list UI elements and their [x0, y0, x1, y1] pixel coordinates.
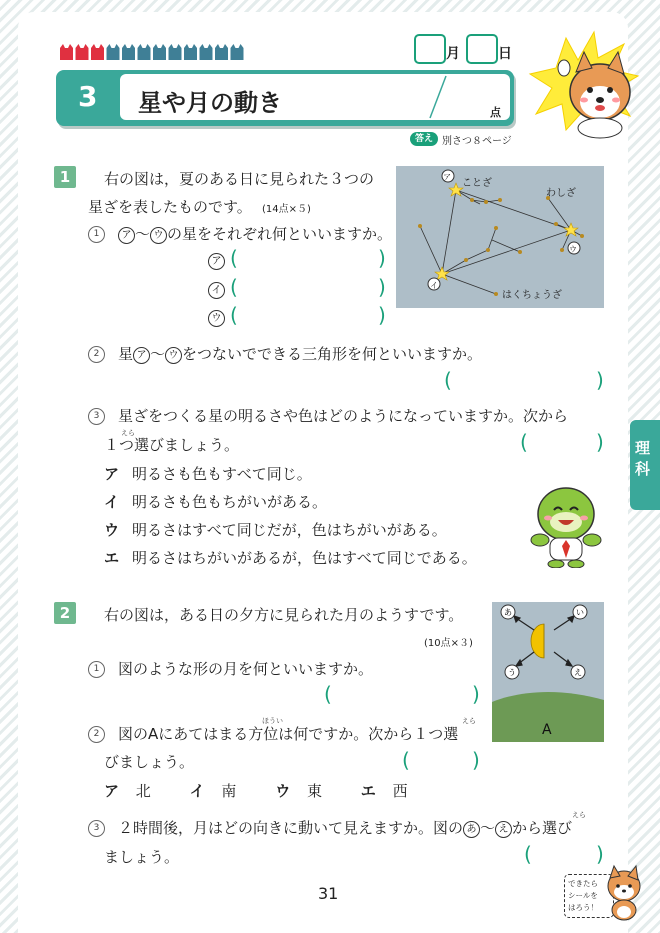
q1-s2-answer[interactable]	[454, 370, 592, 390]
q1-s1-range-b: ウ	[150, 227, 167, 244]
q1-s3-num: 3	[88, 408, 105, 425]
date-month-box[interactable]	[414, 34, 446, 64]
option-text: 明るさはちがいがあるが，色はすべて同じである。	[132, 549, 477, 567]
q2-points: (10点×３)	[424, 638, 473, 649]
shiba-dog-mascot	[526, 30, 646, 140]
q2-s2-close: )	[472, 748, 480, 772]
q2-s3-range-a: あ	[463, 821, 480, 838]
q2-s1-question: 図のような形の月を何といいますか。	[118, 660, 374, 678]
fig-label-washiza: わしざ	[546, 188, 576, 199]
q2-s2-line2: びましょう。	[104, 753, 195, 771]
date-month-label: 月	[446, 46, 460, 62]
q1-s3-line2: １つ選びましょう。	[104, 436, 240, 454]
q1-s3-line1: 星ざをつくる星の明るさや色はどのようになっていますか。次から	[118, 407, 569, 425]
q1-option-a	[104, 463, 312, 484]
q1-s2-close: )	[596, 368, 604, 392]
small-dog-mascot	[604, 864, 646, 922]
date-day-label: 日	[498, 46, 512, 62]
q2-opt-u-letter: ウ	[275, 782, 291, 800]
q2-s3-ruby: えら	[572, 811, 586, 819]
q1-s2-sep: ～	[150, 345, 166, 363]
q1-s1-text: の星をそれぞれ何といいますか。	[167, 225, 393, 243]
q1-s1-i-close: )	[378, 275, 386, 299]
date-day-box[interactable]	[466, 34, 498, 64]
option-text: 明るさも色もちがいがある。	[132, 493, 328, 511]
answer-badge	[410, 132, 438, 146]
q1-s2-range-a: ア	[133, 347, 150, 364]
q2-s2-line1: 図のAにあてはまる方位は何ですか。次から１つ選	[118, 725, 459, 743]
fig-label-kotoza: ことざ	[462, 178, 492, 189]
fig-marker-u: ウ	[569, 245, 577, 254]
q2-s1-open: (	[324, 682, 332, 706]
q2-s1-close: )	[472, 682, 480, 706]
progress-segments	[60, 44, 250, 60]
q1-s1-answer-a[interactable]	[240, 248, 374, 268]
progress-segment-todo	[200, 44, 213, 60]
fig-label-a: A	[542, 722, 552, 738]
progress-segment-done	[60, 44, 73, 60]
q1-s1-question	[118, 223, 392, 244]
summer-constellation-figure	[396, 166, 604, 308]
progress-segment-todo	[215, 44, 228, 60]
q1-number: 1	[54, 166, 76, 188]
q2-number: 2	[54, 602, 76, 624]
progress-segment-todo	[169, 44, 182, 60]
moon-evening-figure	[492, 602, 604, 742]
answer-badge-text: 答え	[414, 134, 433, 144]
q1-s1-label-u	[208, 308, 225, 327]
q2-opt-e-letter: エ	[360, 782, 376, 800]
q1-s3-ruby: えら	[121, 429, 135, 437]
q2-s3-range-b: え	[495, 821, 512, 838]
q2-opt-u-text: 東	[306, 782, 322, 800]
fig-marker-i: イ	[430, 281, 438, 290]
sticker-line2: シールを	[568, 891, 598, 900]
q1-s2-pre: 星	[118, 345, 134, 363]
answer-reference: 別さつ８ページ	[442, 136, 512, 147]
q2-s3-post: から選び	[512, 819, 573, 837]
sticker-line1: できたら	[568, 879, 598, 888]
progress-segment-todo	[138, 44, 151, 60]
q1-s1-answer-u[interactable]	[240, 305, 374, 325]
q2-s2-open: (	[402, 748, 410, 772]
q1-intro-line1: 右の図は，夏のある日に見られた３つの	[104, 170, 375, 188]
score-label: 点	[490, 106, 501, 119]
q1-s2-open: (	[444, 368, 452, 392]
turtle-mascot	[524, 478, 608, 568]
page-number: 31	[318, 884, 339, 903]
q1-s2-num: 2	[88, 346, 105, 363]
option-text: 明るさはすべて同じだが，色はちがいがある。	[132, 521, 447, 539]
progress-segment-todo	[184, 44, 197, 60]
fig-marker-u: う	[508, 668, 516, 677]
q2-s1-num: 1	[88, 661, 105, 678]
option-letter: ア	[104, 465, 120, 483]
q2-options	[104, 780, 408, 801]
q1-option-e	[104, 547, 477, 568]
q1-s1-a-close: )	[378, 246, 386, 270]
q1-points: (14点×５)	[262, 204, 311, 215]
fig-marker-e: え	[574, 668, 582, 677]
q1-s1-label-a	[208, 251, 225, 270]
q1-intro-line2: 星ざを表したものです。	[88, 198, 252, 216]
q2-opt-a-letter: ア	[104, 782, 120, 800]
fig-marker-a: あ	[504, 608, 512, 617]
q2-s2-ruby2: えら	[462, 717, 476, 725]
q1-s2-post: をつないでできる三角形を何といいますか。	[182, 345, 483, 363]
q2-opt-a-text: 北	[135, 782, 151, 800]
chapter-title: 星や月の動き	[138, 89, 282, 117]
q1-s1-i-open: (	[230, 275, 238, 299]
q2-s1-answer[interactable]	[334, 684, 468, 704]
q1-s1-sep: ～	[135, 225, 151, 243]
q2-s3-sep: ～	[480, 819, 496, 837]
option-letter: ウ	[104, 521, 120, 539]
q1-s1-u-open: (	[230, 303, 238, 327]
q2-opt-i-letter: イ	[189, 782, 205, 800]
progress-bar	[60, 44, 250, 60]
q1-option-u	[104, 519, 447, 540]
q1-s1-answer-i[interactable]	[240, 277, 374, 297]
q1-s1-range-a: ア	[118, 227, 135, 244]
q2-s3-num: 3	[88, 820, 105, 837]
fig-marker-i: い	[576, 608, 584, 617]
q2-s3-close: )	[596, 842, 604, 866]
sticker-line3: はろう！	[568, 903, 598, 912]
option-letter: エ	[104, 549, 120, 567]
q2-intro: 右の図は，ある日の夕方に見られた月のようすです。	[104, 606, 464, 624]
q1-s2-question	[118, 343, 482, 364]
q1-s1-num: 1	[88, 226, 105, 243]
q1-s1-label-i	[208, 280, 225, 299]
q1-s1-a-open: (	[230, 246, 238, 270]
fig-label-hakuchouza: はくちょうざ	[502, 290, 562, 301]
q2-s3-line2: ましょう。	[104, 848, 180, 866]
subject-tab-label: 理科	[633, 440, 651, 482]
q2-s3-open: (	[524, 842, 532, 866]
q2-s3-line1	[118, 817, 572, 838]
q1-s1-u-close: )	[378, 303, 386, 327]
q2-opt-i-text: 南	[221, 782, 237, 800]
q1-s3-answer[interactable]	[530, 432, 592, 452]
q2-s3-answer[interactable]	[534, 844, 592, 864]
progress-segment-todo	[231, 44, 244, 60]
q1-option-i	[104, 491, 327, 512]
progress-segment-done	[76, 44, 89, 60]
chapter-number: 3	[78, 80, 98, 113]
option-letter: イ	[104, 493, 120, 511]
progress-segment-todo	[153, 44, 166, 60]
fig-marker-a: ア	[443, 173, 451, 182]
label-u-circle: ウ	[208, 310, 225, 327]
q1-s3-open: (	[520, 430, 528, 454]
score-divider	[420, 74, 450, 120]
option-text: 明るさも色もすべて同じ。	[132, 465, 312, 483]
q2-s3-pre: ２時間後，月はどの向きに動いて見えますか。図の	[118, 819, 464, 837]
q2-s2-answer[interactable]	[412, 750, 468, 770]
progress-segment-todo	[122, 44, 135, 60]
label-i-circle: イ	[208, 282, 225, 299]
q2-s2-num: 2	[88, 726, 105, 743]
q1-s2-range-b: ウ	[165, 347, 182, 364]
label-a-circle: ア	[208, 253, 225, 270]
q2-s2-ruby1: ほうい	[262, 717, 283, 725]
q2-opt-e-text: 西	[392, 782, 408, 800]
q1-s3-close: )	[596, 430, 604, 454]
progress-segment-todo	[107, 44, 120, 60]
progress-segment-done	[91, 44, 104, 60]
